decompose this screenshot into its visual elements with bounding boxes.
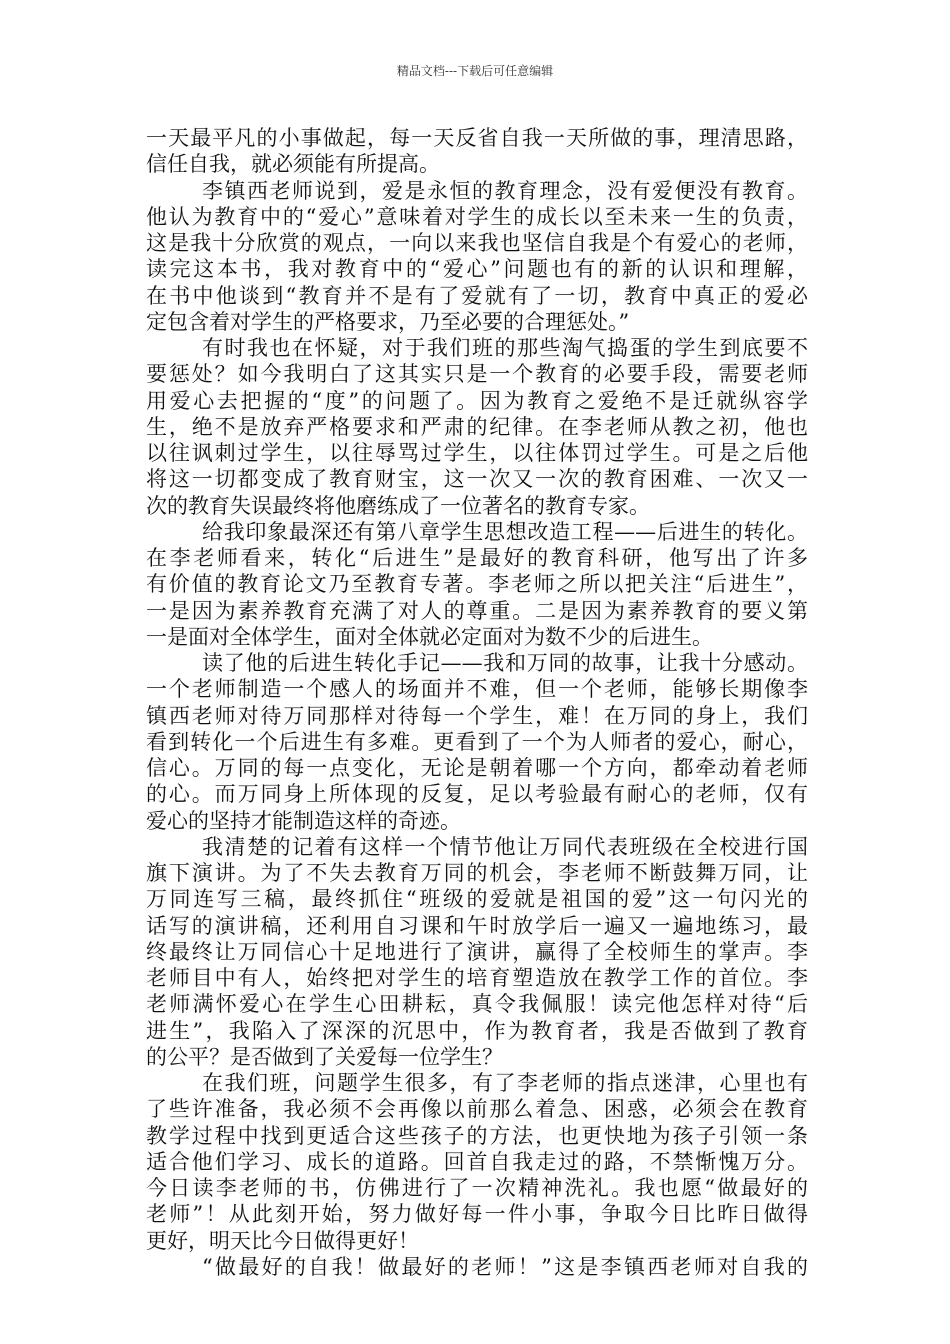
- text-line: 镇西老师对待万同那样对待每一个学生，难！在万同的身上，我们: [146, 703, 808, 728]
- text-line: 一个老师制造一个感人的场面并不难，但一个老师，能够长期像李: [146, 677, 808, 702]
- text-line: 更好，明天比今日做得更好！: [146, 1228, 419, 1253]
- text-line: 一是因为素养教育充满了对人的尊重。二是因为素养教育的要义第: [146, 598, 808, 623]
- text-line: 有价值的教育论文乃至教育专著。李老师之所以把关注“后进生”，: [146, 572, 808, 597]
- text-line: 老师”！从此刻开始，努力做好每一件小事，争取今日比昨日做得: [146, 1202, 808, 1227]
- paragraph-first-line: 我清楚的记着有这样一个情节他让万同代表班级在全校进行国: [202, 834, 808, 859]
- text-line: 信任自我，就必须能有所提高。: [146, 152, 440, 177]
- text-line: 今日读李老师的书，仿佛进行了一次精神洗礼。我也愿“做最好的: [146, 1176, 808, 1200]
- text-line: 话写的演讲稿，还利用自习课和午时放学后一遍又一遍地练习，最: [146, 913, 808, 938]
- paragraph-first-line: 李镇西老师说到，爱是永恒的教育理念，没有爱便没有教育。: [202, 178, 808, 203]
- text-line: 这是我十分欣赏的观点，一向以来我也坚信自我是个有爱心的老师，: [146, 231, 808, 255]
- text-line: 在李老师看来，转化“后进生”是最好的教育科研，他写出了许多: [146, 546, 808, 570]
- paragraph-first-line: 读了他的后进生转化手记——我和万同的故事，让我十分感动。: [202, 651, 808, 675]
- text-line: 读完这本书，我对教育中的“爱心”问题也有的新的认识和理解，: [146, 257, 808, 282]
- text-line: 定包含着对学生的严格要求，乃至必要的合理惩处。”: [146, 309, 630, 334]
- paragraph-first-line: “做最好的自我！做最好的老师！”这是李镇西老师对自我的: [202, 1254, 808, 1279]
- text-line: 终最终让万同信心十足地进行了演讲，赢得了全校师生的掌声。李: [146, 939, 808, 964]
- text-line: 看到转化一个后进生有多难。更看到了一个为人师者的爱心，耐心，: [146, 729, 808, 754]
- text-line: 一天最平凡的小事做起，每一天反省自我一天所做的事，理清思路，: [146, 126, 808, 150]
- text-line: 一是面对全体学生，面对全体就必定面对为数不少的后进生。: [146, 624, 713, 649]
- text-line: 的心。而万同身上所体现的反复，足以考验最有耐心的老师，仅有: [146, 782, 808, 807]
- text-line: 要惩处？如今我明白了这其实只是一个教育的必要手段，需要老师: [146, 362, 808, 387]
- text-line: 老师满怀爱心在学生心田耕耘，真令我佩服！读完他怎样对待“后: [146, 992, 808, 1017]
- paragraph-first-line: 给我印象最深还有第八章学生思想改造工程——后进生的转化。: [202, 519, 808, 544]
- text-line: 教学过程中找到更适合这些孩子的方法，也更快地为孩子引领一条: [146, 1123, 808, 1148]
- body-text: [146, 125, 808, 1280]
- text-line: 以往讽刺过学生，以往辱骂过学生，以往体罚过学生。可是之后他: [146, 441, 808, 465]
- paragraph-first-line: 有时我也在怀疑，对于我们班的那些淘气捣蛋的学生到底要不: [202, 336, 808, 360]
- text-line: 旗下演讲。为了不失去教育万同的机会，李老师不断鼓舞万同，让: [146, 861, 808, 885]
- text-line: 爱心的坚持才能制造这样的奇迹。: [146, 808, 461, 833]
- text-line: 的公平？是否做到了关爱每一位学生？: [146, 1044, 503, 1069]
- paragraph-first-line: 在我们班，问题学生很多，有了李老师的指点迷津，心里也有: [202, 1071, 808, 1095]
- text-line: 次的教育失误最终将他磨练成了一位著名的教育专家。: [146, 493, 650, 518]
- text-line: 用爱心去把握的“度”的问题了。因为教育之爱绝不是迁就纵容学: [146, 388, 808, 413]
- text-line: 老师目中有人，始终把对学生的培育塑造放在教学工作的首位。李: [146, 966, 808, 990]
- text-line: 将这一切都变成了教育财宝，这一次又一次的教育困难、一次又一: [146, 467, 808, 492]
- text-line: 进生”，我陷入了深深的沉思中，作为教育者，我是否做到了教育: [146, 1018, 808, 1043]
- page-header: 精品文档---下载后可任意编辑: [396, 64, 554, 78]
- text-line: 他认为教育中的“爱心”意味着对学生的成长以至未来一生的负责，: [146, 204, 808, 229]
- text-line: 适合他们学习、成长的道路。回首自我走过的路，不禁惭愧万分。: [146, 1149, 808, 1174]
- text-line: 生，绝不是放弃严格要求和严肃的纪律。在李老师从教之初，他也: [146, 414, 808, 439]
- text-line: 万同连写三稿，最终抓住“班级的爱就是祖国的爱”这一句闪光的: [146, 887, 808, 912]
- text-line: 了些许准备，我必须不会再像以前那么着急、困惑，必须会在教育: [146, 1097, 808, 1122]
- text-line: 在书中他谈到“教育并不是有了爱就有了一切，教育中真正的爱必: [146, 283, 808, 308]
- text-line: 信心。万同的每一点变化，无论是朝着哪一个方向，都牵动着老师: [146, 756, 808, 780]
